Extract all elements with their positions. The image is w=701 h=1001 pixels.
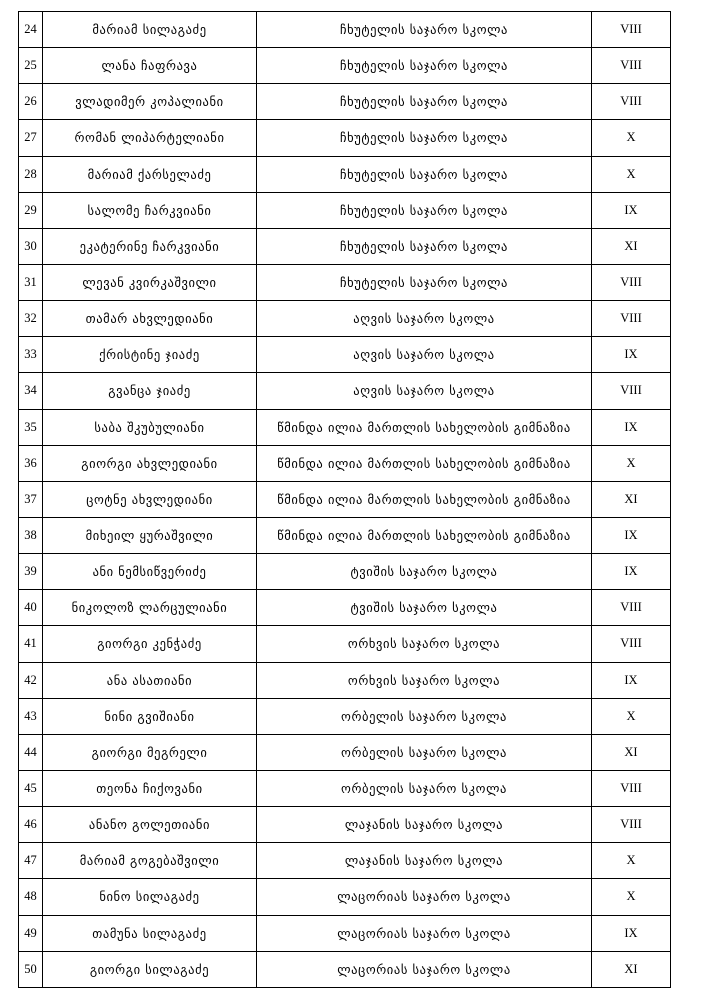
table-row bbox=[19, 915, 671, 951]
row-number: 32 bbox=[19, 301, 43, 337]
school-name: ჩხუტელის საჯარო სკოლა bbox=[257, 12, 592, 48]
table-row bbox=[19, 445, 671, 481]
student-name: საბა შკუბულიანი bbox=[43, 409, 257, 445]
table-row bbox=[19, 192, 671, 228]
grade-level: IX bbox=[592, 192, 671, 228]
grade-level: VIII bbox=[592, 770, 671, 806]
grade-level: VIII bbox=[592, 590, 671, 626]
student-name: ანანო გოლეთიანი bbox=[43, 807, 257, 843]
student-name: მარიამ ქარსელაძე bbox=[43, 156, 257, 192]
grade-level: VIII bbox=[592, 264, 671, 300]
row-number: 46 bbox=[19, 807, 43, 843]
table-row bbox=[19, 879, 671, 915]
student-name: მიხეილ ყურაშვილი bbox=[43, 517, 257, 553]
row-number: 28 bbox=[19, 156, 43, 192]
grade-level: VIII bbox=[592, 373, 671, 409]
row-number: 29 bbox=[19, 192, 43, 228]
table-row bbox=[19, 517, 671, 553]
grade-level: IX bbox=[592, 409, 671, 445]
school-name: ჩხუტელის საჯარო სკოლა bbox=[257, 228, 592, 264]
school-name: აღვის საჯარო სკოლა bbox=[257, 373, 592, 409]
row-number: 36 bbox=[19, 445, 43, 481]
table-row bbox=[19, 554, 671, 590]
row-number: 30 bbox=[19, 228, 43, 264]
table-row bbox=[19, 12, 671, 48]
row-number: 42 bbox=[19, 662, 43, 698]
row-number: 34 bbox=[19, 373, 43, 409]
school-name: ორხვის საჯარო სკოლა bbox=[257, 626, 592, 662]
student-name: თამუნა სილაგაძე bbox=[43, 915, 257, 951]
table-row bbox=[19, 228, 671, 264]
row-number: 38 bbox=[19, 517, 43, 553]
student-name: ცოტნე ახვლედიანი bbox=[43, 481, 257, 517]
table-row bbox=[19, 770, 671, 806]
student-name: მარიამ გოგებაშვილი bbox=[43, 843, 257, 879]
school-name: ჩხუტელის საჯარო სკოლა bbox=[257, 264, 592, 300]
row-number: 43 bbox=[19, 698, 43, 734]
student-name: ნიკოლოზ ლარცულიანი bbox=[43, 590, 257, 626]
row-number: 25 bbox=[19, 48, 43, 84]
row-number: 31 bbox=[19, 264, 43, 300]
student-name: ქრისტინე ჯიაძე bbox=[43, 337, 257, 373]
row-number: 33 bbox=[19, 337, 43, 373]
table-row bbox=[19, 951, 671, 987]
grade-level: X bbox=[592, 445, 671, 481]
table-row bbox=[19, 662, 671, 698]
school-name: ჩხუტელის საჯარო სკოლა bbox=[257, 120, 592, 156]
table-row bbox=[19, 590, 671, 626]
grade-level: VIII bbox=[592, 84, 671, 120]
table-row bbox=[19, 734, 671, 770]
school-name: წმინდა ილია მართლის სახელობის გიმნაზია bbox=[257, 481, 592, 517]
student-name: ნინო სილაგაძე bbox=[43, 879, 257, 915]
school-name: ლაცორიას საჯარო სკოლა bbox=[257, 879, 592, 915]
grade-level: X bbox=[592, 843, 671, 879]
grade-level: IX bbox=[592, 662, 671, 698]
school-name: ლაჯანის საჯარო სკოლა bbox=[257, 843, 592, 879]
school-name: აღვის საჯარო სკოლა bbox=[257, 301, 592, 337]
school-name: აღვის საჯარო სკოლა bbox=[257, 337, 592, 373]
row-number: 47 bbox=[19, 843, 43, 879]
row-number: 24 bbox=[19, 12, 43, 48]
grade-level: XI bbox=[592, 951, 671, 987]
school-name: ორბელის საჯარო სკოლა bbox=[257, 698, 592, 734]
grade-level: VIII bbox=[592, 807, 671, 843]
table-row bbox=[19, 156, 671, 192]
student-name: გიორგი კენჭაძე bbox=[43, 626, 257, 662]
grade-level: XI bbox=[592, 734, 671, 770]
row-number: 41 bbox=[19, 626, 43, 662]
row-number: 39 bbox=[19, 554, 43, 590]
grade-level: XI bbox=[592, 228, 671, 264]
school-name: ტვიშის საჯარო სკოლა bbox=[257, 554, 592, 590]
student-name: სალომე ჩარკვიანი bbox=[43, 192, 257, 228]
student-name: თამარ ახვლედიანი bbox=[43, 301, 257, 337]
grade-level: IX bbox=[592, 915, 671, 951]
row-number: 49 bbox=[19, 915, 43, 951]
table-row bbox=[19, 626, 671, 662]
school-name: ჩხუტელის საჯარო სკოლა bbox=[257, 48, 592, 84]
student-name: ნინი გვიშიანი bbox=[43, 698, 257, 734]
school-name: წმინდა ილია მართლის სახელობის გიმნაზია bbox=[257, 517, 592, 553]
school-name: წმინდა ილია მართლის სახელობის გიმნაზია bbox=[257, 445, 592, 481]
student-name: ეკატერინე ჩარკვიანი bbox=[43, 228, 257, 264]
row-number: 50 bbox=[19, 951, 43, 987]
table-row bbox=[19, 120, 671, 156]
student-name: გვანცა ჯიაძე bbox=[43, 373, 257, 409]
table-row bbox=[19, 481, 671, 517]
grade-level: VIII bbox=[592, 48, 671, 84]
grade-level: IX bbox=[592, 517, 671, 553]
table-row bbox=[19, 48, 671, 84]
school-name: ტვიშის საჯარო სკოლა bbox=[257, 590, 592, 626]
row-number: 48 bbox=[19, 879, 43, 915]
table-row bbox=[19, 409, 671, 445]
grade-level: X bbox=[592, 698, 671, 734]
school-name: წმინდა ილია მართლის სახელობის გიმნაზია bbox=[257, 409, 592, 445]
school-name: ჩხუტელის საჯარო სკოლა bbox=[257, 84, 592, 120]
row-number: 45 bbox=[19, 770, 43, 806]
row-number: 44 bbox=[19, 734, 43, 770]
table-row bbox=[19, 698, 671, 734]
table-row bbox=[19, 373, 671, 409]
student-name: გიორგი მეგრელი bbox=[43, 734, 257, 770]
student-name: რომან ლიპარტელიანი bbox=[43, 120, 257, 156]
row-number: 37 bbox=[19, 481, 43, 517]
row-number: 40 bbox=[19, 590, 43, 626]
grade-level: X bbox=[592, 879, 671, 915]
row-number: 27 bbox=[19, 120, 43, 156]
table-row bbox=[19, 337, 671, 373]
grade-level: XI bbox=[592, 481, 671, 517]
table-row bbox=[19, 84, 671, 120]
school-name: ლაცორიას საჯარო სკოლა bbox=[257, 951, 592, 987]
table-row bbox=[19, 807, 671, 843]
row-number: 26 bbox=[19, 84, 43, 120]
table-row bbox=[19, 843, 671, 879]
student-name: ანი ნემსიწვერიძე bbox=[43, 554, 257, 590]
school-name: ჩხუტელის საჯარო სკოლა bbox=[257, 156, 592, 192]
school-name: ლაცორიას საჯარო სკოლა bbox=[257, 915, 592, 951]
student-name: თეონა ჩიქოვანი bbox=[43, 770, 257, 806]
grade-level: IX bbox=[592, 337, 671, 373]
school-name: ორხვის საჯარო სკოლა bbox=[257, 662, 592, 698]
student-name: გიორგი ახვლედიანი bbox=[43, 445, 257, 481]
student-name: ანა ასათიანი bbox=[43, 662, 257, 698]
student-name: ვლადიმერ კოპალიანი bbox=[43, 84, 257, 120]
grade-level: VIII bbox=[592, 301, 671, 337]
participants-table-body bbox=[19, 12, 671, 988]
school-name: ლაჯანის საჯარო სკოლა bbox=[257, 807, 592, 843]
grade-level: X bbox=[592, 120, 671, 156]
grade-level: VIII bbox=[592, 626, 671, 662]
table-row bbox=[19, 301, 671, 337]
row-number: 35 bbox=[19, 409, 43, 445]
student-name: გიორგი სილაგაძე bbox=[43, 951, 257, 987]
student-name: ლევან კვირკაშვილი bbox=[43, 264, 257, 300]
grade-level: IX bbox=[592, 554, 671, 590]
grade-level: VIII bbox=[592, 12, 671, 48]
student-name: მარიამ სილაგაძე bbox=[43, 12, 257, 48]
school-name: ორბელის საჯარო სკოლა bbox=[257, 770, 592, 806]
school-name: ჩხუტელის საჯარო სკოლა bbox=[257, 192, 592, 228]
school-name: ორბელის საჯარო სკოლა bbox=[257, 734, 592, 770]
participants-table bbox=[18, 11, 671, 988]
student-name: ლანა ჩაფრავა bbox=[43, 48, 257, 84]
grade-level: X bbox=[592, 156, 671, 192]
table-row bbox=[19, 264, 671, 300]
